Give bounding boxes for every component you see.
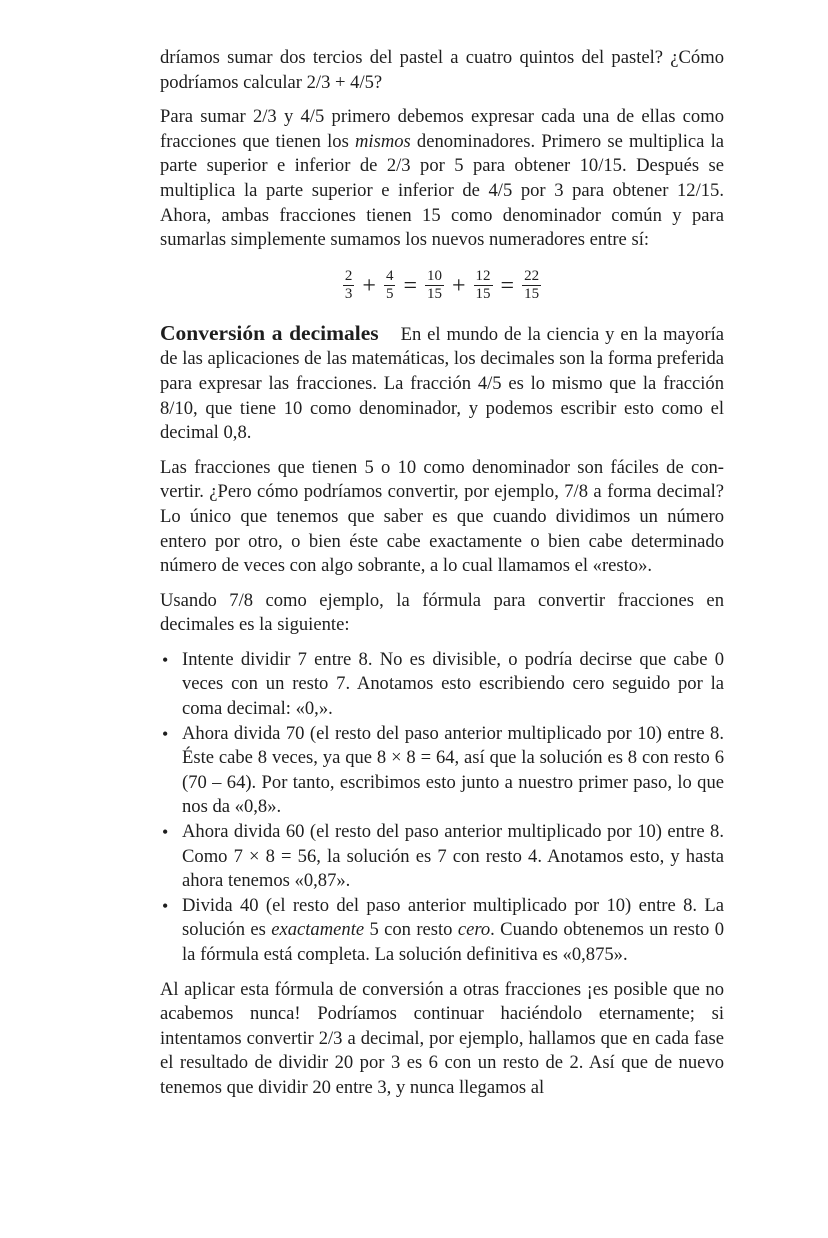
numerator: 2	[344, 268, 353, 285]
emphasis-text: mismos	[354, 130, 411, 152]
equals-operator: =	[403, 272, 417, 299]
denominator: 15	[524, 286, 540, 303]
numerator: 10	[427, 268, 442, 285]
list-item-text: Ahora divida 70 (el resto del paso anterior multiplicado por 10) entre 8. Éste cabe 8 veces, ya que 8 × 8 = 64, así que la solución es 8 con resto 6 (70 – 64). Por tanto, escribimos esto junto a nuestro primer paso, lo que nos da «0,8».	[182, 722, 724, 818]
text-segment: 5 con resto	[364, 919, 458, 941]
list-item-text: Intente dividir 7 entre 8. No es divisible, o podría decirse que cabe 0 veces con un resto 7. Anotamos esto escribiendo cero seguido por la coma decimal: «0,».	[182, 648, 724, 720]
numerator: 4	[385, 268, 394, 285]
fraction-22-15	[522, 268, 541, 303]
numerator: 22	[524, 268, 540, 285]
list-item-text: Ahora divida 60 (el resto del paso anterior multiplicado por 10) entre 8. Como 7 × 8 = 56, la solución es 7 con resto 4. Anotamos esto, y hasta ahora tenemos «0,87».	[182, 821, 724, 892]
bullet-icon: •	[162, 649, 169, 670]
paragraph-remainder: Las fracciones que tienen 5 o 10 como denominador son fáciles de convertir. ¿Pero cómo podríamos convertir, por ejemplo, 7/8 a forma decimal? Lo único que tenemos que saber es que cuando dividimos un número entero por otro, o bien éste cabe exactamente o bien cabe determinado número de veces con algo sobrante, a lo cual llamamos el «resto».	[160, 456, 724, 577]
paragraph-intro: dríamos sumar dos tercios del pastel a cuatro quintos del pastel? ¿Cómo podríamos calcular 2/3 + 4/5?	[160, 47, 724, 93]
bullet-icon: •	[162, 822, 169, 843]
emphasis-text: exactamente	[271, 919, 365, 941]
paragraph-formula-intro: Usando 7/8 como ejemplo, la fórmula para convertir fracciones en decimales es la siguiente:	[160, 589, 724, 636]
equals-operator: =	[500, 272, 515, 299]
text-segment: Divida 40 (el resto del paso anterior multiplicado por 10) entre 8. La solución es	[182, 894, 724, 941]
text-segment: . Cuando obtenemos un resto 0 la fórmula está completa. La solución definitiva es «0,875».	[182, 919, 724, 965]
numerator: 12	[475, 268, 491, 285]
paragraph-common-denominator	[160, 105, 724, 253]
fraction-2-3	[343, 268, 355, 303]
list-item	[160, 722, 724, 820]
paragraph-text: denominadores. Primero se multiplica la parte superior e inferior de 2/3 por 5 para obtener 10/15. Después se multiplica la parte superior e inferior de 4/5 por 3 para obtener 12/15. Ahora, ambas fracciones tienen 15 como denominador común y para sumarlas simplemente sumamos los nuevos numeradores entre sí:	[160, 130, 724, 251]
section-text: En el mundo de la ciencia y en la mayoría de las aplicaciones de las matemáticas, los decimales son la forma preferida para expresar las fracciones. La fracción 4/5 es lo mismo que la fracción 8/10, que tiene 10 como denominador, y podemos escribir esto como el decimal 0,8.	[160, 323, 724, 444]
section-heading: Conversión a decimales	[160, 320, 379, 345]
bullet-icon: •	[162, 723, 169, 744]
plus-operator: +	[452, 272, 466, 299]
list-item	[160, 648, 724, 722]
denominator: 15	[427, 286, 442, 303]
list-item-text	[182, 895, 724, 965]
list-item	[160, 894, 724, 968]
denominator: 3	[344, 286, 353, 303]
paragraph-infinite-decimals: Al aplicar esta fórmula de conversión a otras fracciones ¡es posible que no acabemos nunca! Podríamos continuar haciéndolo eternamente; si intentamos convertir 2/3 a decimal, por ejemplo, hallamos que en cada fase el resultado de dividir 20 por 3 es 6 con un resto de 2. Así que de nuevo tenemos que dividir 20 entre 3, y nunca llegamos al	[160, 978, 724, 1098]
conversion-steps-list	[160, 648, 724, 968]
denominator: 15	[475, 286, 491, 303]
plus-operator: +	[362, 272, 376, 299]
fraction-sum-equation	[160, 263, 724, 309]
bullet-icon: •	[162, 895, 169, 916]
fraction-10-15	[425, 268, 444, 303]
list-item	[160, 820, 724, 894]
fraction-12-15	[474, 268, 493, 303]
document-page	[160, 46, 724, 1111]
fraction-4-5	[384, 268, 396, 303]
emphasis-text: cero	[457, 919, 491, 941]
denominator: 5	[385, 286, 394, 303]
section-decimal-conversion	[160, 321, 724, 446]
paragraph-text: Para sumar 2/3 y 4/5 primero debemos expresar cada una de ellas como fracciones que tienen los	[160, 106, 724, 152]
